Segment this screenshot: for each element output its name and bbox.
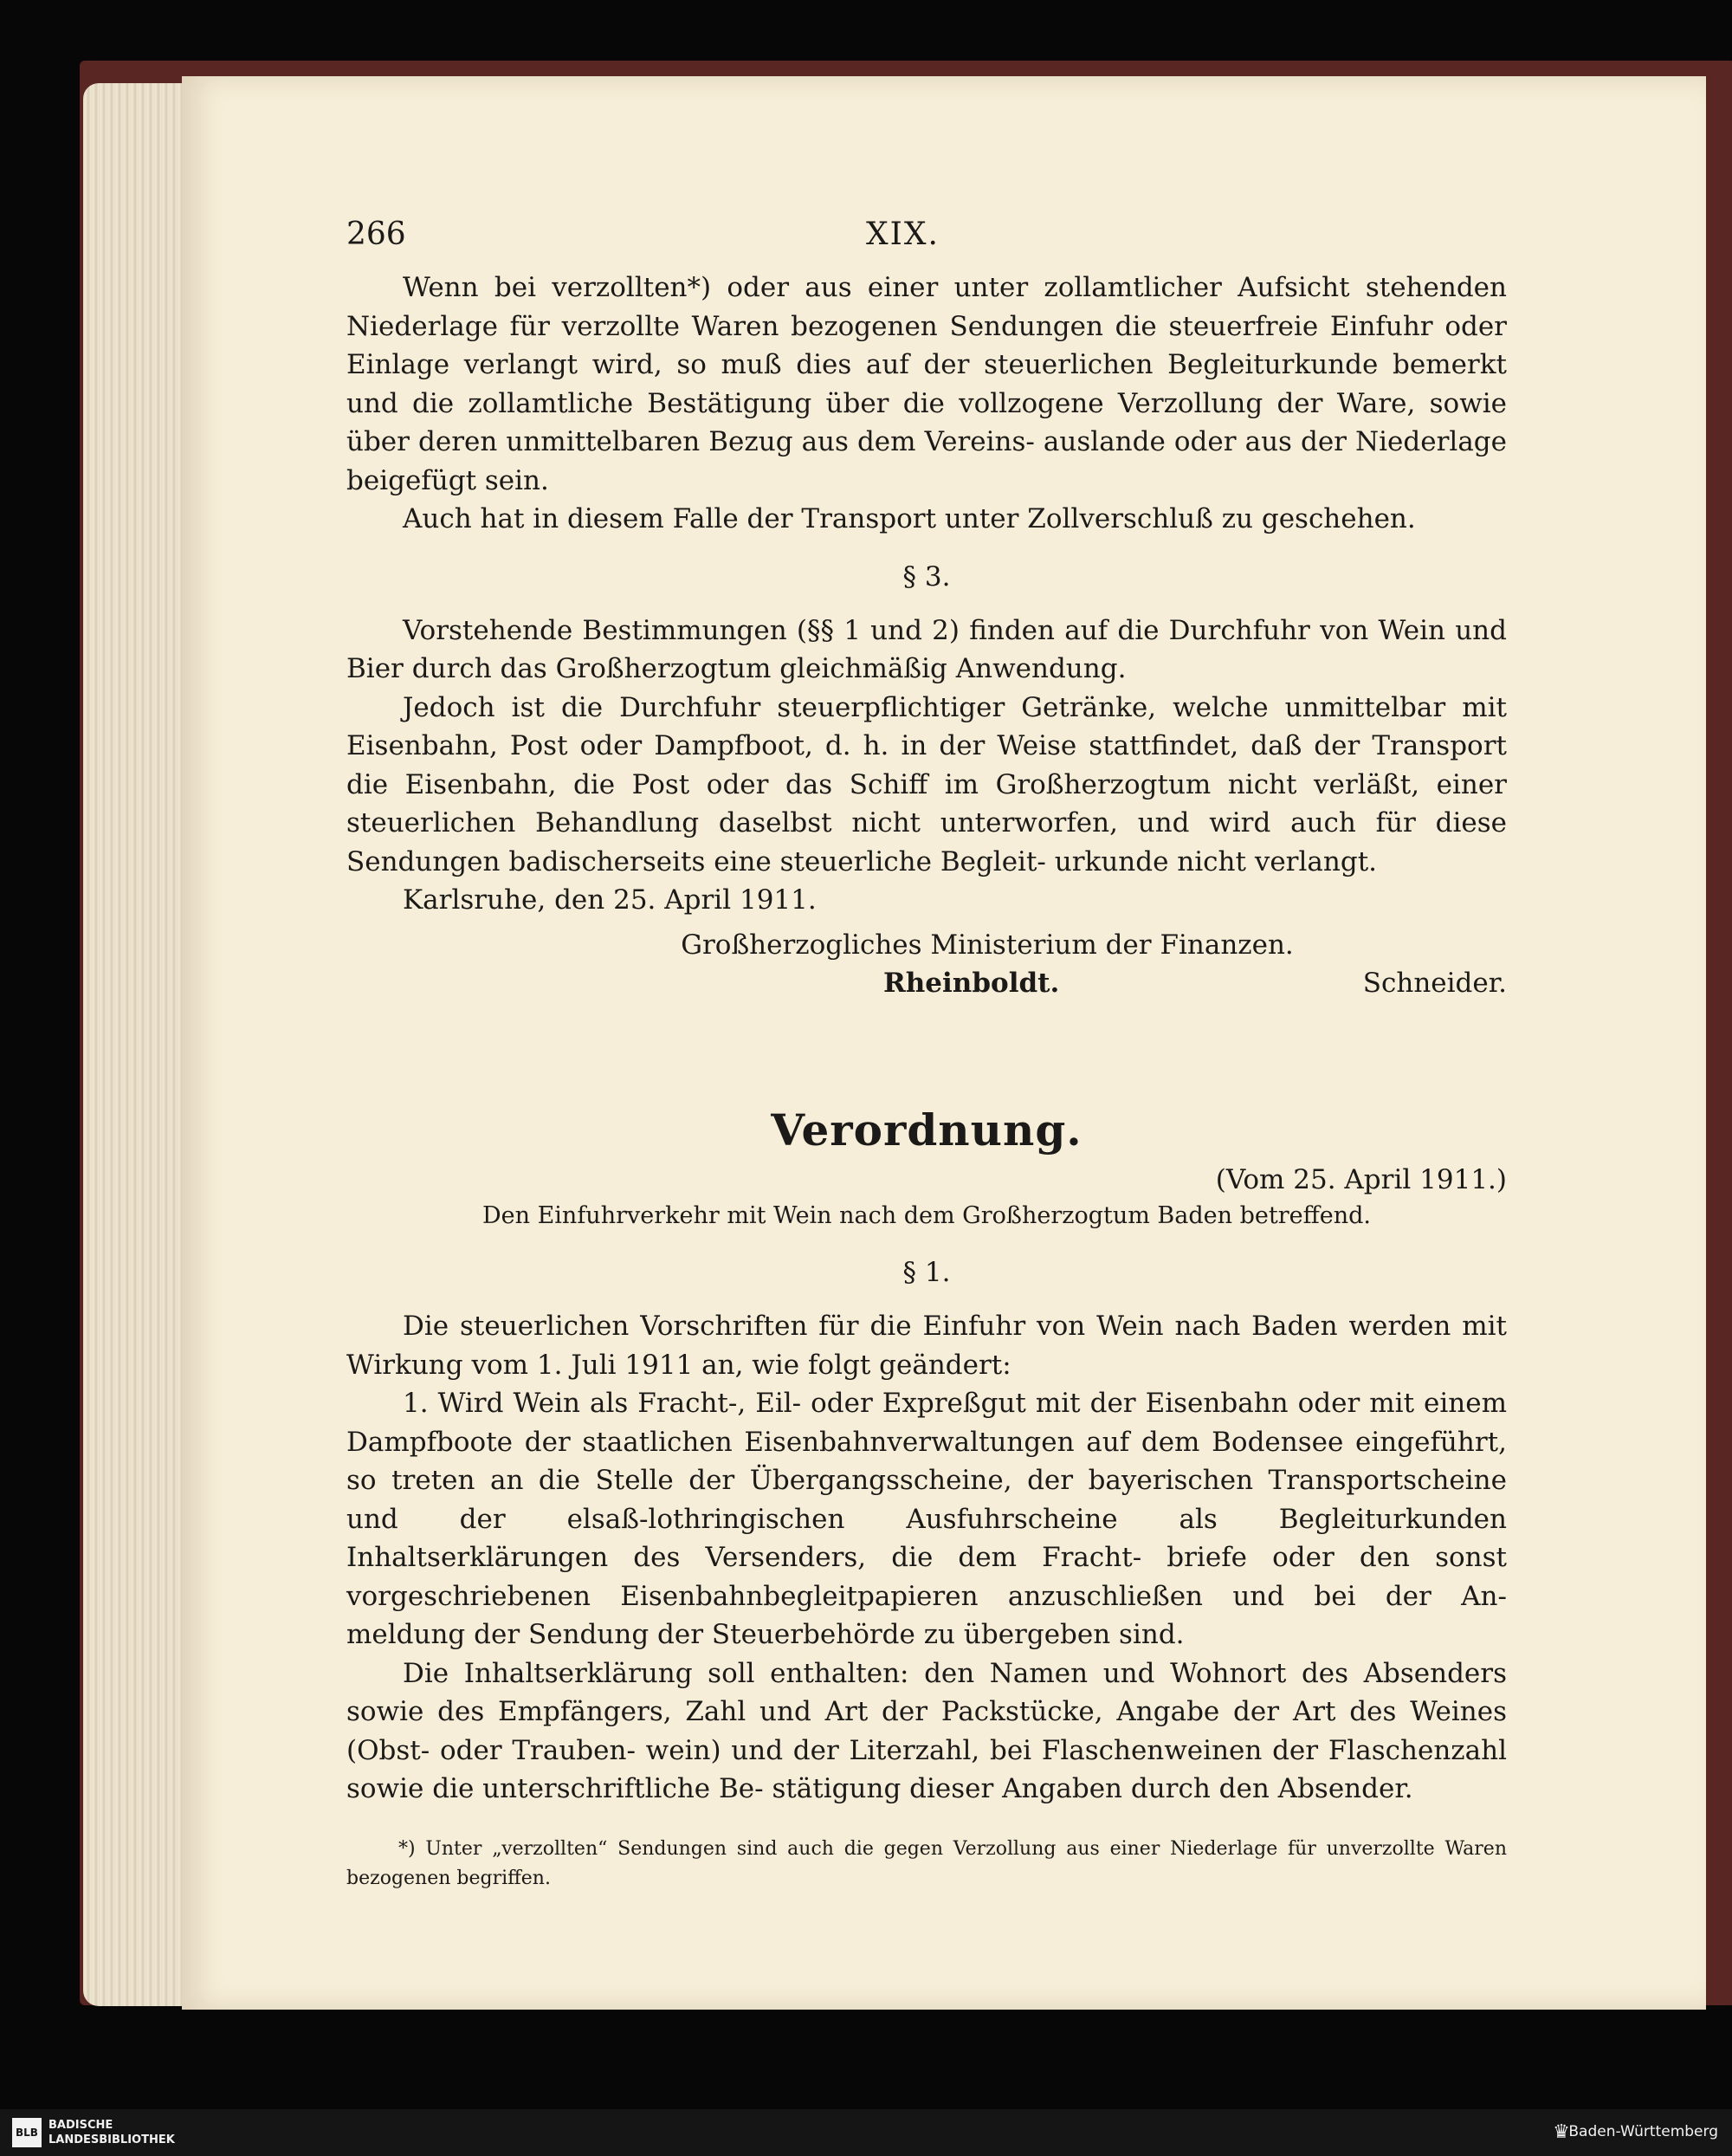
blb-label-line2: LANDESBIBLIOTHEK bbox=[48, 2133, 175, 2146]
page-content bbox=[346, 217, 1507, 1894]
section-heading: § 1. bbox=[902, 1257, 951, 1288]
blb-label-line1: BADISCHE bbox=[48, 2119, 113, 2132]
bw-label[interactable]: Baden-Württemberg bbox=[1568, 2123, 1718, 2140]
section-heading: § 3. bbox=[902, 560, 951, 592]
blb-label bbox=[48, 2118, 175, 2147]
verordnung-title: Verordnung. bbox=[771, 1104, 1082, 1156]
paragraph: Die Inhaltserklärung soll enthalten: den Namen und Wohnort des Absenders sowie des Empfängers, Zahl und Art der Packstücke, Angabe der Art des Weines (Obst- oder Trauben- wein) und der Literzahl, bei Flaschenweinen der Flaschenzahl sowie die unterschriftliche Be- stätigung dieser Angaben durch den Absender. bbox=[346, 1657, 1507, 1804]
blb-logo[interactable]: BLB bbox=[12, 2118, 42, 2147]
signature-rheinboldt: Rheinboldt. bbox=[883, 968, 1060, 999]
verordnung-date: (Vom 25. April 1911.) bbox=[1215, 1164, 1507, 1195]
paragraph: Die steuerlichen Vorschriften für die Einfuhr von Wein nach Baden werden mit Wirkung vom 1. Juli 1911 an, wie folgt geändert: bbox=[346, 1311, 1507, 1381]
place-date: Karlsruhe, den 25. April 1911. bbox=[403, 884, 817, 916]
bw-crest-icon: ♛ bbox=[1553, 2121, 1570, 2143]
page-header bbox=[346, 217, 1507, 269]
section-number: XIX. bbox=[866, 217, 940, 252]
paragraph: 1. Wird Wein als Fracht-, Eil- oder Expreßgut mit der Eisenbahn oder mit einem Dampfboote der staatlichen Eisenbahnverwaltungen auf dem Bodensee eingeführt, so treten an die Stelle der Übergangsscheine, der bayerischen Transportscheine und der elsaß-lothringischen Ausfuhrscheine als Begleiturkunden Inhaltserklärungen des Versenders, die dem Fracht- briefe oder den sonst vorgeschriebenen Eisenbahnbegleitpapieren anzuschließen und bei der An- meldung der Sendung der Steuerbehörde zu übergeben sind. bbox=[346, 1388, 1507, 1650]
signatures bbox=[346, 964, 1507, 1009]
paragraph: Jedoch ist die Durchfuhr steuerpflichtiger Getränke, welche unmittelbar mit Eisenbahn, Post oder Dampfboot, d. h. in der Weise stattfindet, daß der Transport die Eisenbahn, die Post oder das Schiff im Großherzogtum nicht verläßt, einer steuerlichen Behandlung daselbst nicht unterworfen, und wird auch für diese Sendungen badischerseits eine steuerliche Begleit- urkunde nicht verlangt. bbox=[346, 691, 1507, 877]
ministry-name: Großherzogliches Ministerium der Finanzen. bbox=[681, 929, 1294, 961]
signature-schneider: Schneider. bbox=[1362, 968, 1507, 999]
paragraph: Auch hat in diesem Falle der Transport unter Zollverschluß zu geschehen. bbox=[403, 503, 1416, 534]
viewer-footer bbox=[0, 2109, 1732, 2156]
paragraph: Wenn bei verzollten*) oder aus einer unter zollamtlicher Aufsicht stehenden Niederlage für verzollte Waren bezogenen Sendungen die steuerfreie Einfuhr oder Einlage verlangt wird, so muß dies auf der steuerlichen Begleiturkunde bemerkt und die zollamtliche Bestätigung über die vollzogene Verzollung der Ware, sowie über deren unmittelbaren Bezug aus dem Vereins- auslande oder aus der Niederlage beigefügt sein. bbox=[346, 272, 1507, 496]
page-stack-edge bbox=[83, 83, 196, 2006]
paragraph: Vorstehende Bestimmungen (§§ 1 und 2) finden auf die Durchfuhr von Wein und Bier durch das Großherzogtum gleichmäßig Anwendung. bbox=[346, 614, 1507, 684]
verordnung-subtitle: Den Einfuhrverkehr mit Wein nach dem Großherzogtum Baden betreffend. bbox=[481, 1202, 1371, 1229]
page-number: 266 bbox=[346, 217, 406, 252]
footnote: *) Unter „verzollten“ Sendungen sind auch die gegen Verzollung aus einer Niederlage für unverzollte Waren bezogenen begriffen. bbox=[346, 1837, 1507, 1889]
